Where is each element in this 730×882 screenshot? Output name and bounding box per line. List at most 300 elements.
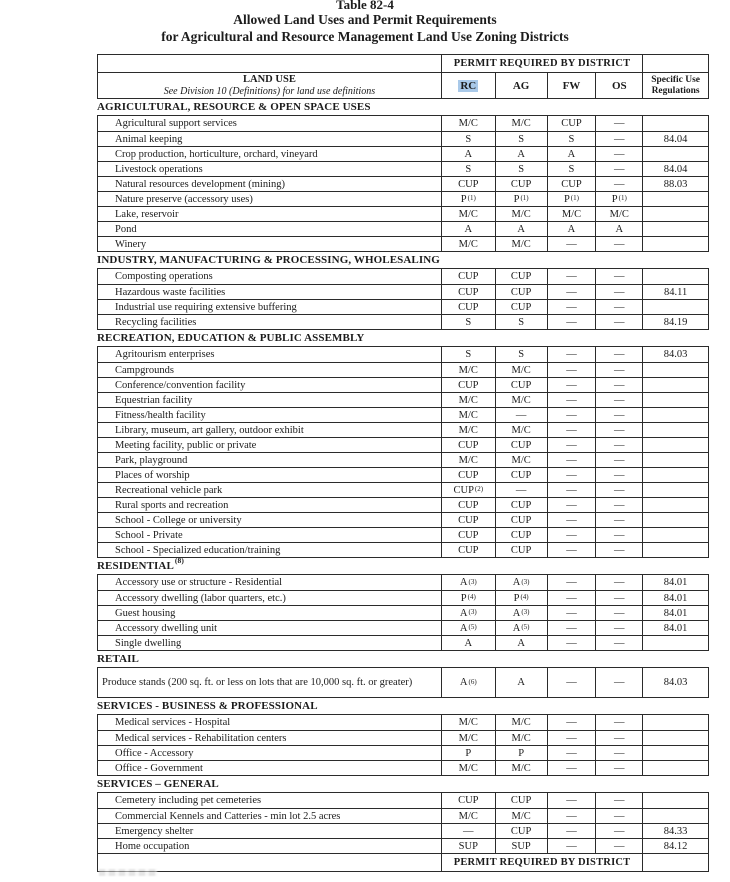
cell-rc: CUP (441, 300, 495, 314)
cell-ag: CUP (495, 177, 547, 191)
table-row (98, 452, 708, 467)
cell-spec: 84.19 (642, 315, 708, 329)
column-header-specific-use: Specific Use Regulations (642, 73, 708, 98)
cell-spec (642, 793, 708, 808)
cell-os: — (595, 315, 642, 329)
cell-rc: M/C (441, 453, 495, 467)
cell-rc: CUP (441, 498, 495, 512)
cell-os: — (595, 809, 642, 823)
cell-os: — (595, 438, 642, 452)
cell-rc: CUP (441, 177, 495, 191)
cell-spec (642, 222, 708, 236)
cell-rc: CUP (441, 468, 495, 482)
cell-rc: A (441, 222, 495, 236)
table-row (98, 542, 708, 557)
section-block (97, 346, 709, 558)
cell-text: RESIDENTIAL (97, 560, 174, 572)
table-row (98, 527, 708, 542)
cell-rc: M/C (441, 809, 495, 823)
cell-ag: CUP (495, 824, 547, 838)
table-row (98, 605, 708, 620)
cell-spec: 84.01 (642, 621, 708, 635)
table-row (98, 422, 708, 437)
table-row (98, 497, 708, 512)
cell-fw: — (547, 668, 596, 697)
cell-ag: A $^{(3)}$ (495, 606, 547, 620)
section-block (97, 792, 709, 854)
cell-text: A (512, 622, 521, 634)
cell-rc: A $^{(3)}$ (441, 606, 495, 620)
cell-ag: A $^{(5)}$ (495, 621, 547, 635)
cell-rc: M/C (441, 423, 495, 437)
cell-spec: 84.03 (642, 347, 708, 362)
cell-os: — (595, 408, 642, 422)
cell-fw: — (547, 715, 596, 730)
column-header-fw: FW (547, 73, 596, 98)
cell-ag: P $^{(4)}$ (495, 591, 547, 605)
cell-ag: A (495, 668, 547, 697)
cell-text: A (512, 607, 521, 619)
footer-permit-banner: PERMIT REQUIRED BY DISTRICT (441, 854, 642, 871)
land-use-cell: Medical services - Hospital (115, 717, 231, 728)
rc-selection-highlight: RC (460, 79, 477, 92)
footer-empty-cell (642, 854, 708, 871)
table-row (98, 590, 708, 605)
cell-rc: CUP (441, 269, 495, 284)
section-block (97, 574, 709, 651)
cell-os: — (595, 731, 642, 745)
cell-text: A (459, 622, 468, 634)
cell-fw: P $^{(1)}$ (547, 192, 596, 206)
cell-fw: S (547, 162, 596, 176)
cell-text: P (460, 592, 467, 604)
table-row (98, 146, 708, 161)
section-header: AGRICULTURAL, RESOURCE & OPEN SPACE USES (97, 101, 371, 113)
cell-rc: P $^{(1)}$ (441, 192, 495, 206)
cell-spec: 84.12 (642, 839, 708, 853)
cell-rc: CUP (441, 438, 495, 452)
cell-fw: — (547, 731, 596, 745)
land-use-cell: Animal keeping (115, 133, 183, 145)
table-row (98, 236, 708, 251)
document-title (0, 0, 730, 46)
land-use-cell: Emergency shelter (115, 825, 194, 837)
table-row (98, 512, 708, 527)
cell-spec (642, 147, 708, 161)
table-row (98, 668, 708, 697)
cell-os: — (595, 839, 642, 853)
section-header (97, 556, 709, 573)
table-row (98, 284, 708, 299)
cell-ag: CUP (495, 513, 547, 527)
cell-os: — (595, 363, 642, 377)
land-use-cell: Fitness/health facility (115, 409, 206, 421)
cell-fw: — (547, 621, 596, 635)
cell-spec (642, 207, 708, 221)
cell-os: — (595, 177, 642, 191)
cell-ag: — (495, 408, 547, 422)
land-use-cell: Accessory dwelling unit (115, 622, 218, 634)
cell-os: — (595, 393, 642, 407)
cell-rc: M/C (441, 408, 495, 422)
land-use-cell: Places of worship (115, 469, 190, 481)
table-row (98, 823, 708, 838)
land-use-cell: Agritourism enterprises (115, 349, 215, 360)
cell-os: — (595, 606, 642, 620)
cell-fw: — (547, 269, 596, 284)
cell-ag: CUP (495, 498, 547, 512)
cell-fw: — (547, 528, 596, 542)
table-row (98, 299, 708, 314)
cell-os: — (595, 513, 642, 527)
cell-ag: A (495, 222, 547, 236)
cell-ag: A (495, 147, 547, 161)
table-row (98, 269, 708, 284)
cell-fw: — (547, 468, 596, 482)
cell-ag: CUP (495, 543, 547, 557)
cell-os: — (595, 498, 642, 512)
cell-os: — (595, 269, 642, 284)
section-header: SERVICES – GENERAL (97, 778, 219, 790)
land-use-cell: Natural resources development (mining) (115, 178, 285, 190)
cell-fw: — (547, 363, 596, 377)
table-row (98, 161, 708, 176)
cell-text: A (512, 577, 521, 588)
cell-fw: — (547, 453, 596, 467)
cell-ag: CUP (495, 269, 547, 284)
cell-os: — (595, 824, 642, 838)
section-header: RECREATION, EDUCATION & PUBLIC ASSEMBLY (97, 332, 365, 344)
header-empty-cell (98, 55, 441, 72)
land-use-cell: Medical services - Rehabilitation centers (115, 732, 287, 744)
cell-ag: CUP (495, 300, 547, 314)
cell-ag: S (495, 315, 547, 329)
cell-spec (642, 746, 708, 760)
cell-spec (642, 468, 708, 482)
cell-spec: 84.01 (642, 575, 708, 590)
cell-os: — (595, 147, 642, 161)
table-row (98, 131, 708, 146)
cell-fw: — (547, 606, 596, 620)
cell-rc: M/C (441, 761, 495, 775)
cell-fw: — (547, 408, 596, 422)
cell-spec (642, 393, 708, 407)
cell-ag: A $^{(3)}$ (495, 575, 547, 590)
cell-ag: S (495, 162, 547, 176)
cell-ag: SUP (495, 839, 547, 853)
cell-os: — (595, 746, 642, 760)
land-use-cell: Conference/convention facility (115, 379, 246, 391)
cell-spec (642, 498, 708, 512)
cell-os: — (595, 285, 642, 299)
table-row (98, 437, 708, 452)
table-row (98, 730, 708, 745)
table-row (98, 467, 708, 482)
table-header (97, 54, 709, 99)
column-header-rc (441, 73, 495, 98)
cell-spec (642, 300, 708, 314)
land-use-header-cell (98, 73, 441, 98)
table-row (98, 838, 708, 853)
cell-rc: CUP (441, 513, 495, 527)
cell-ag: S (495, 347, 547, 362)
permit-required-banner: PERMIT REQUIRED BY DISTRICT (441, 55, 642, 72)
cell-spec: 84.11 (642, 285, 708, 299)
cell-spec (642, 408, 708, 422)
land-use-cell: Home occupation (115, 840, 190, 852)
cell-fw: — (547, 300, 596, 314)
cell-fw: — (547, 347, 596, 362)
cell-os: P $^{(1)}$ (595, 192, 642, 206)
cell-text: CUP (453, 484, 474, 496)
cell-os: — (595, 636, 642, 650)
land-use-cell: Produce stands (200 sq. ft. or less on lots that are 10,000 sq. ft. or greater) (102, 677, 413, 688)
land-use-cell: Recreational vehicle park (115, 484, 223, 496)
table-header-banner-row (98, 55, 708, 73)
cell-os: — (595, 453, 642, 467)
table-sections (97, 101, 709, 854)
cell-fw: — (547, 636, 596, 650)
cell-rc: M/C (441, 715, 495, 730)
land-use-cell: Rural sports and recreation (115, 499, 229, 511)
cell-spec (642, 543, 708, 557)
cell-rc: M/C (441, 237, 495, 251)
land-use-cell: Composting operations (115, 271, 213, 282)
cell-ag: M/C (495, 731, 547, 745)
cell-os: — (595, 378, 642, 392)
cell-fw: — (547, 285, 596, 299)
section-header: RETAIL (97, 653, 139, 665)
land-use-cell: Cemetery including pet cemeteries (115, 795, 262, 806)
cell-fw: — (547, 824, 596, 838)
section-block (97, 115, 709, 252)
table-row (98, 745, 708, 760)
cell-rc: M/C (441, 207, 495, 221)
section-header: INDUSTRY, MANUFACTURING & PROCESSING, WHOLESALING (97, 254, 440, 266)
cell-os: — (595, 575, 642, 590)
footnote-marker: (8) (174, 556, 184, 566)
cell-spec (642, 453, 708, 467)
cell-fw: — (547, 498, 596, 512)
cell-ag: M/C (495, 363, 547, 377)
cell-spec: 84.04 (642, 162, 708, 176)
cell-spec (642, 423, 708, 437)
cell-rc: A (441, 147, 495, 161)
land-use-table (97, 54, 709, 872)
table-row (98, 377, 708, 392)
cell-rc: P (441, 746, 495, 760)
cell-fw: — (547, 483, 596, 497)
cell-os: — (595, 132, 642, 146)
cell-ag: P (495, 746, 547, 760)
cell-rc: A $^{(3)}$ (441, 575, 495, 590)
cell-rc: CUP (441, 285, 495, 299)
cell-spec (642, 809, 708, 823)
cell-os: — (595, 543, 642, 557)
page-subtitle: for Agricultural and Resource Management Land Use Zoning Districts (161, 29, 569, 44)
table-footer (97, 854, 709, 872)
table-row (98, 191, 708, 206)
table-row (98, 221, 708, 236)
cell-spec (642, 116, 708, 131)
land-use-cell: Single dwelling (115, 637, 182, 649)
cell-ag: — (495, 483, 547, 497)
land-use-cell: Library, museum, art gallery, outdoor exhibit (115, 424, 304, 436)
cell-fw: — (547, 839, 596, 853)
cell-os: — (595, 793, 642, 808)
land-use-cell: Agricultural support services (115, 118, 237, 129)
cell-ag: CUP (495, 793, 547, 808)
cell-spec (642, 192, 708, 206)
cell-ag: A (495, 636, 547, 650)
cell-ag: M/C (495, 715, 547, 730)
cell-fw: — (547, 591, 596, 605)
table-row (98, 314, 708, 329)
cell-fw: — (547, 575, 596, 590)
table-row (98, 575, 708, 590)
page-title: Allowed Land Uses and Permit Requirements (233, 12, 497, 27)
cell-rc: CUP (441, 793, 495, 808)
cell-spec (642, 636, 708, 650)
cell-spec: 84.01 (642, 591, 708, 605)
cell-rc: M/C (441, 363, 495, 377)
cell-rc: M/C (441, 393, 495, 407)
cell-ag: P $^{(1)}$ (495, 192, 547, 206)
land-use-cell: Livestock operations (115, 163, 203, 175)
cell-text: P (611, 193, 618, 205)
column-header-os: OS (595, 73, 642, 98)
table-row (98, 206, 708, 221)
cell-spec (642, 363, 708, 377)
table-row (98, 116, 708, 131)
land-use-cell: Office - Accessory (115, 747, 194, 759)
cell-ag: M/C (495, 423, 547, 437)
cell-text: A (459, 677, 468, 688)
cell-text: P (460, 193, 467, 205)
cell-rc: A (441, 636, 495, 650)
table-row (98, 407, 708, 422)
land-use-cell: Campgrounds (115, 364, 174, 376)
header-empty-cell (642, 55, 708, 72)
cell-spec (642, 438, 708, 452)
cell-spec (642, 269, 708, 284)
cell-fw: CUP (547, 116, 596, 131)
cell-ag: CUP (495, 378, 547, 392)
land-use-cell: Commercial Kennels and Catteries - min lot 2.5 acres (115, 810, 341, 822)
cell-rc: CUP (441, 543, 495, 557)
cell-rc: SUP (441, 839, 495, 853)
table-number: Table 82-4 (336, 0, 394, 12)
cell-spec: 84.03 (642, 668, 708, 697)
cell-rc: M/C (441, 731, 495, 745)
table-row (98, 635, 708, 650)
cell-spec (642, 715, 708, 730)
cell-rc: S (441, 162, 495, 176)
table-row (98, 392, 708, 407)
section-block (97, 667, 709, 698)
cell-rc: CUP (441, 378, 495, 392)
cell-os: — (595, 761, 642, 775)
column-header-ag: AG (495, 73, 547, 98)
cell-os: — (595, 347, 642, 362)
cell-rc: CUP $^{(2)}$ (441, 483, 495, 497)
land-use-cell: Accessory dwelling (labor quarters, etc.) (115, 592, 286, 604)
cell-ag: M/C (495, 237, 547, 251)
section-block (97, 714, 709, 776)
cell-rc: M/C (441, 116, 495, 131)
table-row (98, 793, 708, 808)
cell-rc: A $^{(5)}$ (441, 621, 495, 635)
cell-ag: M/C (495, 809, 547, 823)
cell-os: M/C (595, 207, 642, 221)
cell-rc: S (441, 347, 495, 362)
cell-ag: CUP (495, 285, 547, 299)
cell-os: — (595, 715, 642, 730)
section-header: SERVICES - BUSINESS & PROFESSIONAL (97, 700, 318, 712)
land-use-cell: Crop production, horticulture, orchard, vineyard (115, 148, 318, 160)
table-row (98, 620, 708, 635)
cell-fw: — (547, 438, 596, 452)
cell-rc: S (441, 315, 495, 329)
table-row (98, 176, 708, 191)
cell-ag: M/C (495, 453, 547, 467)
cell-fw: — (547, 513, 596, 527)
cell-ag: M/C (495, 116, 547, 131)
cell-os: — (595, 668, 642, 697)
cell-fw: — (547, 809, 596, 823)
cell-rc: S (441, 132, 495, 146)
land-use-cell: Meeting facility, public or private (115, 439, 257, 451)
cell-spec (642, 483, 708, 497)
land-use-label: LAND USE (243, 74, 296, 85)
cell-rc: CUP (441, 528, 495, 542)
land-use-cell: Industrial use requiring extensive buffering (115, 301, 297, 313)
land-use-cell: Lake, reservoir (115, 208, 179, 220)
cell-os: — (595, 621, 642, 635)
cell-text: A (459, 577, 468, 588)
cell-os: — (595, 116, 642, 131)
cell-fw: — (547, 378, 596, 392)
cell-fw: — (547, 761, 596, 775)
cell-os: — (595, 237, 642, 251)
cell-spec: 84.04 (642, 132, 708, 146)
cell-os: — (595, 528, 642, 542)
cell-ag: CUP (495, 468, 547, 482)
land-use-cell: Accessory use or structure - Residential (115, 577, 283, 588)
land-use-cell: Equestrian facility (115, 394, 193, 406)
cell-spec: 88.03 (642, 177, 708, 191)
table-row (98, 482, 708, 497)
cell-fw: — (547, 393, 596, 407)
cell-text: A (459, 607, 468, 619)
cell-text: P (513, 193, 520, 205)
cell-fw: A (547, 222, 596, 236)
cell-spec (642, 513, 708, 527)
cell-fw: — (547, 746, 596, 760)
cell-spec (642, 378, 708, 392)
cell-rc: — (441, 824, 495, 838)
cell-spec (642, 528, 708, 542)
land-use-cell: Park, playground (115, 454, 188, 466)
cell-fw: S (547, 132, 596, 146)
land-use-cell: School - College or university (115, 514, 242, 526)
cell-spec (642, 731, 708, 745)
cell-os: — (595, 162, 642, 176)
land-use-cell: School - Private (115, 529, 183, 541)
table-row (98, 808, 708, 823)
land-use-cell: Pond (115, 223, 137, 235)
cell-fw: — (547, 793, 596, 808)
